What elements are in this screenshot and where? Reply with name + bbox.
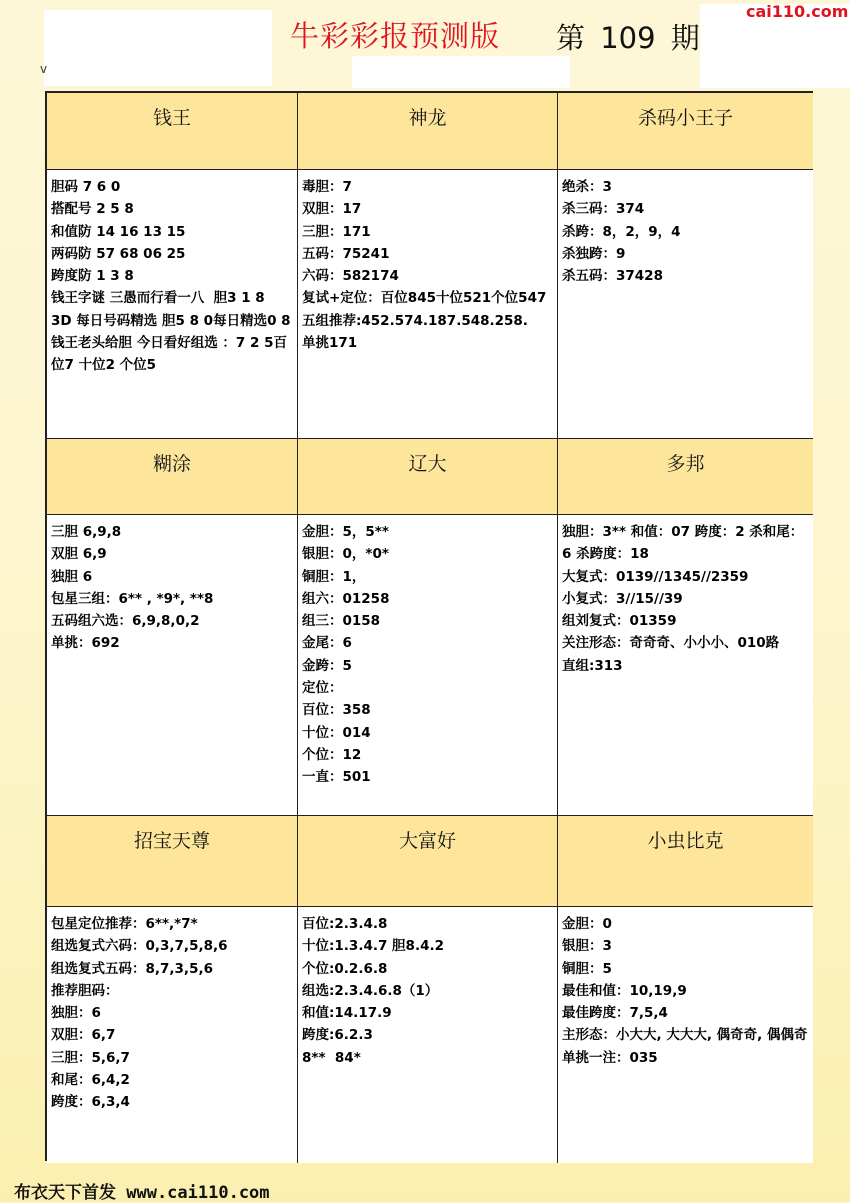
prediction-line: 跨度:6.2.3 [302, 1027, 373, 1044]
prediction-line: 包星三组：6** , *9*, **8 [51, 590, 214, 607]
prediction-line: 杀三码：374 [562, 201, 645, 218]
prediction-body [47, 515, 297, 815]
prediction-line: 五组推荐:452.574.187.548.258. [302, 312, 528, 329]
row-divider [47, 438, 813, 439]
corner-mark: v [40, 62, 48, 76]
expert-name-header: 糊涂 [47, 439, 297, 514]
prediction-line: 钱王字谜 三愚而行看一八 胆3 1 8 [51, 290, 265, 307]
header-divider [47, 906, 813, 907]
prediction-grid [45, 91, 813, 1161]
prediction-line: 独胆：3** 和值：07 跨度：2 杀和尾：6 杀跨度：18 [562, 524, 804, 563]
prediction-line: 杀五码：37428 [562, 268, 663, 285]
column-divider [297, 93, 298, 1163]
prediction-line: 金跨：5 [302, 657, 352, 674]
prediction-line: 主形态：小大大, 大大大, 偶奇奇, 偶偶奇 [562, 1027, 808, 1044]
prediction-line: 金胆：0 [562, 916, 612, 932]
prediction-line: 跨度防 1 3 8 [51, 268, 134, 285]
prediction-line: 最佳跨度：7,5,4 [562, 1005, 668, 1022]
prediction-body [298, 907, 557, 1163]
prediction-line: 单挑：692 [51, 635, 120, 652]
prediction-line: 十位：014 [302, 724, 371, 741]
expert-name-header: 小虫比克 [558, 816, 813, 906]
prediction-line: 一直：501 [302, 769, 371, 786]
prediction-body [558, 907, 813, 1163]
prediction-line: 金尾：6 [302, 635, 352, 652]
prediction-line: 单挑一注：035 [562, 1049, 658, 1066]
prediction-line: 杀跨：8，2，9，4 [562, 223, 681, 240]
prediction-line: 独胆 6 [51, 568, 93, 585]
prediction-line: 和值防 14 16 13 15 [51, 223, 186, 240]
prediction-line: 毒胆：7 [302, 179, 352, 195]
prediction-line: 三胆 6,9,8 [51, 524, 122, 540]
prediction-line: 个位：12 [302, 746, 362, 763]
row-divider [47, 815, 813, 816]
prediction-line: 小复式：3//15//39 [562, 590, 683, 607]
prediction-line: 直组:313 [562, 657, 623, 674]
footer-text: 布衣天下首发 www.cai110.com [14, 1183, 270, 1203]
prediction-line: 复试+定位：百位845十位521个位547 [302, 290, 547, 307]
header-divider [47, 169, 813, 170]
prediction-line: 三胆：171 [302, 223, 371, 240]
prediction-body [558, 170, 813, 438]
prediction-line: 跨度：6,3,4 [51, 1094, 130, 1111]
prediction-line: 组选:2.3.4.6.8（1） [302, 982, 439, 999]
prediction-line: 银胆：0，*0* [302, 546, 389, 563]
prediction-line: 五码：75241 [302, 245, 390, 262]
prediction-line: 胆码 7 6 0 [51, 179, 121, 195]
prediction-line: 百位：358 [302, 702, 371, 719]
prediction-line: 个位:0.2.6.8 [302, 960, 388, 977]
prediction-line: 组刘复式：01359 [562, 613, 677, 630]
prediction-line: 双胆：17 [302, 201, 362, 218]
prediction-line: 杀独跨：9 [562, 245, 626, 262]
blank-box-left [44, 10, 272, 86]
prediction-line: 百位:2.3.4.8 [302, 916, 388, 932]
column-divider [557, 93, 558, 1163]
prediction-line: 铜胆：5 [562, 960, 612, 977]
prediction-line: 3D 每日号码精选 胆5 8 0每日精选0 8 [51, 312, 291, 329]
prediction-line: 大复式：0139//1345//2359 [562, 568, 749, 585]
expert-name-header: 多邦 [558, 439, 813, 514]
prediction-line: 搭配号 2 5 8 [51, 201, 134, 218]
expert-name-header: 杀码小王子 [558, 93, 813, 169]
expert-name-header: 钱王 [47, 93, 297, 169]
prediction-line: 铜胆：1， [302, 568, 366, 585]
prediction-line: 和值:14.17.9 [302, 1005, 392, 1022]
prediction-line: 双胆 6,9 [51, 546, 107, 563]
prediction-line: 组六：01258 [302, 590, 390, 607]
prediction-body [558, 515, 813, 815]
prediction-line: 和尾：6,4,2 [51, 1072, 130, 1089]
prediction-line: 定位： [302, 680, 343, 697]
prediction-line: 六码：582174 [302, 268, 399, 285]
expert-name-header: 神龙 [298, 93, 557, 169]
prediction-line: 单挑171 [302, 335, 358, 352]
prediction-line: 五码组六选：6,9,8,0,2 [51, 613, 200, 630]
site-logo[interactable]: cai110.com [746, 2, 849, 21]
prediction-line: 组三：0158 [302, 613, 381, 630]
expert-name-header: 大富好 [298, 816, 557, 906]
blank-box-center [352, 56, 570, 88]
prediction-line: 三胆：5,6,7 [51, 1049, 130, 1066]
expert-name-header: 辽大 [298, 439, 557, 514]
prediction-line: 独胆：6 [51, 1005, 101, 1022]
prediction-line: 十位:1.3.4.7 胆8.4.2 [302, 938, 444, 955]
page-header [0, 0, 850, 90]
prediction-body [298, 170, 557, 438]
prediction-body [47, 907, 297, 1163]
prediction-line: 两码防 57 68 06 25 [51, 245, 186, 262]
prediction-line: 组选复式六码：0,3,7,5,8,6 [51, 938, 228, 955]
prediction-line: 关注形态：奇奇奇、小小小、010路 [562, 635, 780, 652]
prediction-line: 银胆：3 [562, 938, 612, 955]
prediction-line: 金胆：5，5** [302, 524, 389, 540]
expert-name-header: 招宝天尊 [47, 816, 297, 906]
prediction-line: 双胆：6,7 [51, 1027, 116, 1044]
prediction-line: 组选复式五码：8,7,3,5,6 [51, 960, 213, 977]
prediction-body [47, 170, 297, 438]
prediction-line: 钱王老头给胆 今日看好组选 ：7 2 5百位7 十位2 个位5 [51, 335, 287, 374]
prediction-line: 推荐胆码： [51, 982, 119, 999]
page-title: 牛彩彩报预测版 [290, 19, 501, 53]
prediction-line: 绝杀：3 [562, 179, 612, 195]
issue-number: 第 109 期 [556, 21, 700, 55]
header-divider [47, 514, 813, 515]
prediction-line: 8** 84* [302, 1049, 361, 1066]
prediction-body [298, 515, 557, 815]
prediction-line: 包星定位推荐：6**,*7* [51, 916, 198, 932]
prediction-line: 最佳和值：10,19,9 [562, 982, 687, 999]
